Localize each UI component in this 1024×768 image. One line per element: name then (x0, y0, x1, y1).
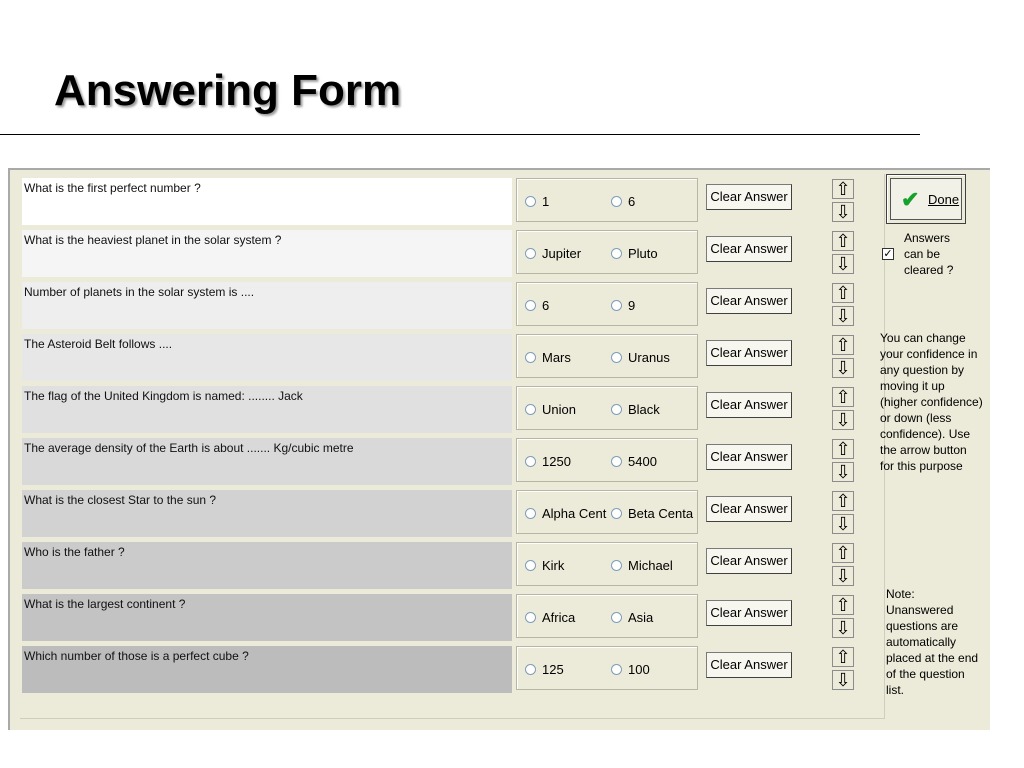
question-text: What is the heaviest planet in the solar system ? (22, 230, 512, 277)
option-b[interactable] (611, 506, 697, 522)
option-a-label: 1250 (542, 454, 571, 469)
radio-button[interactable] (525, 300, 536, 311)
move-up-arrow-icon[interactable]: ⇧ (832, 543, 854, 563)
option-a-label: Kirk (542, 558, 565, 573)
option-a[interactable] (525, 610, 609, 626)
move-up-arrow-icon[interactable]: ⇧ (832, 387, 854, 407)
answering-form-window (8, 168, 990, 730)
answer-options (516, 490, 698, 534)
move-up-arrow-icon[interactable]: ⇧ (832, 231, 854, 251)
radio-button[interactable] (525, 560, 536, 571)
reorder-arrows (832, 439, 854, 485)
reorder-arrows (832, 335, 854, 381)
clear-answer-button[interactable]: Clear Answer (706, 548, 792, 574)
move-up-arrow-icon[interactable]: ⇧ (832, 439, 854, 459)
question-text: Which number of those is a perfect cube ? (22, 646, 512, 693)
clear-answer-button[interactable]: Clear Answer (706, 600, 792, 626)
question-text: The average density of the Earth is about ....... Kg/cubic metre (22, 438, 512, 485)
question-row (20, 434, 884, 484)
option-a[interactable] (525, 246, 609, 262)
radio-button[interactable] (525, 612, 536, 623)
move-down-arrow-icon[interactable]: ⇩ (832, 202, 854, 222)
radio-button[interactable] (611, 508, 622, 519)
question-text: What is the largest continent ? (22, 594, 512, 641)
move-down-arrow-icon[interactable]: ⇩ (832, 566, 854, 586)
option-b[interactable] (611, 662, 697, 678)
clear-answer-button[interactable]: Clear Answer (706, 236, 792, 262)
radio-button[interactable] (611, 248, 622, 259)
option-b[interactable] (611, 610, 697, 626)
answer-options (516, 178, 698, 222)
option-b-label: Beta Centa (628, 506, 694, 521)
option-a[interactable] (525, 194, 609, 210)
move-up-arrow-icon[interactable]: ⇧ (832, 335, 854, 355)
answer-options (516, 334, 698, 378)
move-up-arrow-icon[interactable]: ⇧ (832, 491, 854, 511)
move-down-arrow-icon[interactable]: ⇩ (832, 254, 854, 274)
option-b-label: 5400 (628, 454, 657, 469)
reorder-arrows (832, 595, 854, 641)
question-text: What is the first perfect number ? (22, 178, 512, 225)
option-a-label: 1 (542, 194, 550, 209)
radio-button[interactable] (611, 300, 622, 311)
option-b[interactable] (611, 194, 697, 210)
radio-button[interactable] (525, 196, 536, 207)
option-b-label: 9 (628, 298, 636, 313)
option-b-label: Michael (628, 558, 673, 573)
question-text: The flag of the United Kingdom is named: ........ Jack (22, 386, 512, 433)
answer-options (516, 282, 698, 326)
radio-button[interactable] (611, 664, 622, 675)
move-up-arrow-icon[interactable]: ⇧ (832, 595, 854, 615)
move-up-arrow-icon[interactable]: ⇧ (832, 647, 854, 667)
option-b-label: Pluto (628, 246, 658, 261)
option-b-label: Uranus (628, 350, 670, 365)
clear-answer-button[interactable]: Clear Answer (706, 496, 792, 522)
question-text: Number of planets in the solar system is .... (22, 282, 512, 329)
option-a[interactable] (525, 506, 609, 522)
clear-answer-button[interactable]: Clear Answer (706, 184, 792, 210)
question-text: The Asteroid Belt follows .... (22, 334, 512, 381)
radio-button[interactable] (611, 612, 622, 623)
option-b[interactable] (611, 350, 697, 366)
reorder-arrows (832, 543, 854, 589)
option-b-label: Asia (628, 610, 654, 625)
move-down-arrow-icon[interactable]: ⇩ (832, 358, 854, 378)
option-a-label: Jupiter (542, 246, 582, 261)
radio-button[interactable] (611, 560, 622, 571)
reorder-arrows (832, 647, 854, 693)
answer-options (516, 646, 698, 690)
move-down-arrow-icon[interactable]: ⇩ (832, 410, 854, 430)
option-a[interactable] (525, 350, 609, 366)
question-row (20, 486, 884, 536)
done-label: Done (928, 192, 960, 207)
radio-button[interactable] (525, 404, 536, 415)
option-a-label: Africa (542, 610, 576, 625)
answer-options (516, 542, 698, 586)
answers-clearable-label: Answers can be cleared ? (904, 231, 954, 277)
option-a-label: Mars (542, 350, 571, 365)
move-down-arrow-icon[interactable]: ⇩ (832, 670, 854, 690)
option-a[interactable] (525, 558, 609, 574)
clear-answer-button[interactable]: Clear Answer (706, 340, 792, 366)
answer-options (516, 386, 698, 430)
question-row (20, 382, 884, 432)
option-a-label: 6 (542, 298, 550, 313)
option-a[interactable] (525, 298, 609, 314)
move-down-arrow-icon[interactable]: ⇩ (832, 618, 854, 638)
question-row (20, 278, 884, 328)
option-b[interactable] (611, 402, 697, 418)
move-up-arrow-icon[interactable]: ⇧ (832, 283, 854, 303)
option-a-label: Union (542, 402, 576, 417)
move-down-arrow-icon[interactable]: ⇩ (832, 514, 854, 534)
title-divider (0, 134, 920, 135)
confidence-help-text: You can change your confidence in any question by moving it up (higher confidence) or down (less confidence). Use the arrow button for this purpose (880, 331, 983, 473)
reorder-arrows (832, 283, 854, 329)
option-b[interactable] (611, 454, 697, 470)
option-a-label: 125 (542, 662, 564, 677)
answers-clearable-checkbox[interactable]: ✓ (883, 248, 893, 260)
move-down-arrow-icon[interactable]: ⇩ (832, 462, 854, 482)
option-a-label: Alpha Cent (542, 506, 607, 521)
question-row (20, 538, 884, 588)
question-row (20, 590, 884, 640)
radio-button[interactable] (525, 456, 536, 467)
question-text: What is the closest Star to the sun ? (22, 490, 512, 537)
option-b[interactable] (611, 558, 697, 574)
question-row (20, 174, 884, 224)
clear-answer-button[interactable]: Clear Answer (706, 444, 792, 470)
option-b[interactable] (611, 246, 697, 262)
option-a[interactable] (525, 402, 609, 418)
reorder-arrows (832, 387, 854, 433)
checkmark-icon: ✔ (901, 187, 920, 212)
done-button-frame (886, 174, 966, 224)
radio-button[interactable] (525, 508, 536, 519)
move-down-arrow-icon[interactable]: ⇩ (832, 306, 854, 326)
done-button[interactable] (890, 178, 962, 220)
question-row (20, 330, 884, 380)
move-up-arrow-icon[interactable]: ⇧ (832, 179, 854, 199)
option-b-label: 6 (628, 194, 636, 209)
clear-answer-button[interactable]: Clear Answer (706, 288, 792, 314)
radio-button[interactable] (611, 196, 622, 207)
answer-options (516, 594, 698, 638)
option-b-label: Black (628, 402, 660, 417)
reorder-arrows (832, 231, 854, 277)
reorder-arrows (832, 179, 854, 225)
question-text: Who is the father ? (22, 542, 512, 589)
question-row (20, 642, 884, 692)
radio-button[interactable] (525, 664, 536, 675)
radio-button[interactable] (611, 352, 622, 363)
answer-options (516, 438, 698, 482)
question-row (20, 226, 884, 276)
clear-answer-button[interactable]: Clear Answer (706, 392, 792, 418)
clear-answer-button[interactable]: Clear Answer (706, 652, 792, 678)
option-a[interactable] (525, 454, 609, 470)
radio-button[interactable] (611, 456, 622, 467)
reorder-arrows (832, 491, 854, 537)
radio-button[interactable] (525, 352, 536, 363)
option-a[interactable] (525, 662, 609, 678)
question-list (20, 174, 885, 719)
slide-title: Answering Form (54, 66, 402, 115)
radio-button[interactable] (525, 248, 536, 259)
option-b[interactable] (611, 298, 697, 314)
answer-options (516, 230, 698, 274)
radio-button[interactable] (611, 404, 622, 415)
option-b-label: 100 (628, 662, 650, 677)
unanswered-note-text: Note: Unanswered questions are automatically placed at the end of the question list. (886, 587, 979, 697)
